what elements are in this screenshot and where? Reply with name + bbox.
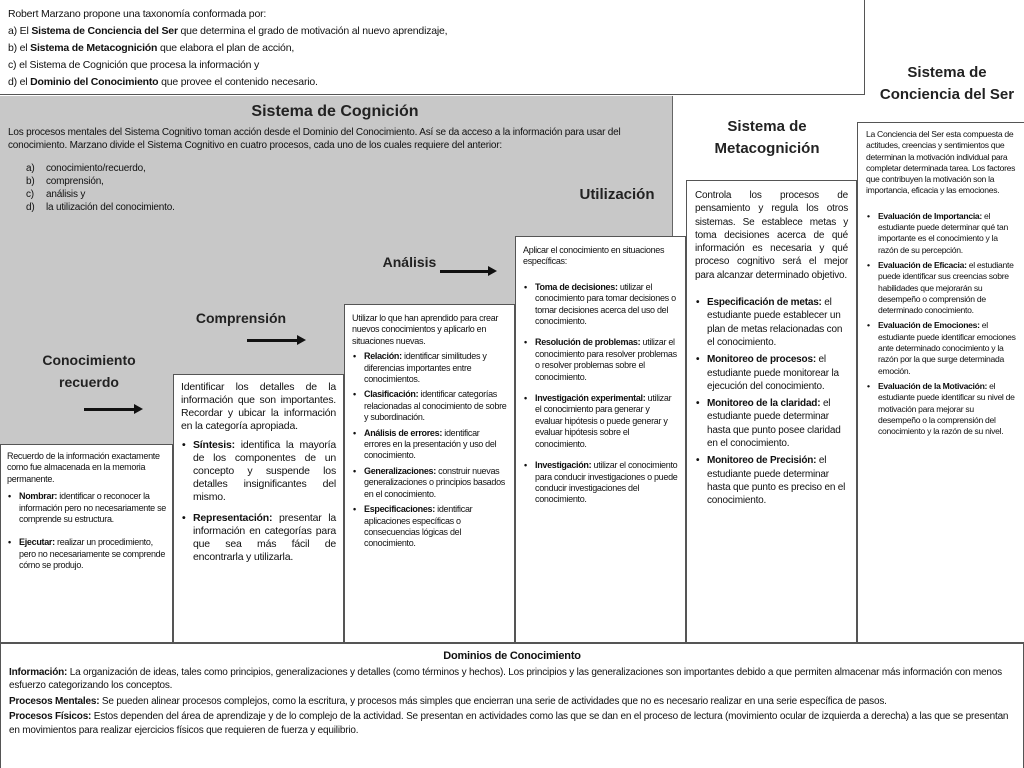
intro-line: Robert Marzano propone una taxonomía conformada por: bbox=[8, 8, 267, 20]
level-comprension: Comprensión bbox=[195, 310, 287, 326]
intro-line-a: a) El Sistema de Conciencia del Ser que determina el grado de motivación al nuevo aprendizaje, bbox=[8, 25, 448, 37]
col4-intro: Aplicar el conocimiento en situaciones específicas: bbox=[523, 245, 665, 267]
col1-item: • Ejecutar: realizar un procedimiento, pero no necesariamente se comprende cómo se produjo. bbox=[7, 537, 166, 571]
col4-item: • Investigación: utilizar el conocimiento para conducir investigaciones o puede conducir investigaciones del conocimiento. bbox=[523, 460, 678, 506]
intro-box bbox=[0, 0, 865, 95]
col3-intro: Utilizar lo que han aprendido para crear nuevos conocimientos y aplicarlo en situaciones nuevas. bbox=[352, 313, 499, 346]
cognicion-text: Los procesos mentales del Sistema Cognitivo toman acción desde el Dominio del Conocimiento. Así se da acceso a la información para usar del conocimiento. Marzano divide el Sistema Cognitivo en cuatro procesos, cada uno de los cuales requiere del anterior: bbox=[8, 127, 621, 151]
conciencia-title: Sistema de Conciencia del Ser bbox=[879, 64, 1015, 103]
intro-line-b: b) el Sistema de Metacognición que elabora el plan de acción, bbox=[8, 42, 295, 54]
cognicion-item-b: b) comprensión, bbox=[26, 176, 104, 187]
cognicion-item-a: a) conocimiento/recuerdo, bbox=[26, 163, 146, 174]
col-metacognicion bbox=[686, 180, 857, 643]
col4-item: • Toma de decisiones: utilizar el conocimiento para tomar decisiones o tomar decisiones acerca del uso del conocimiento. bbox=[523, 282, 678, 328]
cognicion-title: Sistema de Cognición bbox=[251, 103, 419, 120]
metacognicion-item: • Monitoreo de Precisión: el estudiante puede determinar hasta que punto es preciso en el conocimiento. bbox=[695, 454, 848, 507]
arrow-right-icon bbox=[247, 339, 299, 342]
metacognicion-item: • Monitoreo de la claridad: el estudiante puede determinar hasta que punto posee claridad en el conocimiento. bbox=[695, 397, 848, 450]
dominio-procesos-mentales: Procesos Mentales: Se pueden alinear procesos complejos, como la escritura, y procesos más simples que encierran una serie de actividades que no es necesario realizar en una serie específica de pasos. bbox=[9, 695, 887, 707]
col-analisis bbox=[344, 304, 515, 643]
col-utilizacion bbox=[515, 236, 686, 643]
intro-line-d: d) el Dominio del Conocimiento que provee el contenido necesario. bbox=[8, 76, 318, 88]
level-utilizacion: Utilización bbox=[579, 186, 655, 203]
col3-item: • Generalizaciones: construir nuevas generalizaciones o principios basados en el conocimiento. bbox=[352, 466, 507, 500]
col3-item: • Especificaciones: identificar aplicaciones específicas o consecuencias lógicas del conocimiento. bbox=[352, 504, 507, 550]
cognicion-item-c: c) análisis y bbox=[26, 189, 86, 200]
col1-item: • Nombrar: identificar o reconocer la información pero no necesariamente se comprende su estructura. bbox=[7, 491, 166, 525]
arrow-right-icon bbox=[440, 270, 490, 273]
col1-intro: Recuerdo de la información exactamente como fue almacenada en la memoria permanente. bbox=[7, 451, 160, 484]
col-comprension bbox=[173, 374, 344, 643]
conciencia-item: • Evaluación de Emociones: el estudiante puede identificar emociones ante determinado conocimiento y la razón por la que surge determinada emoción. bbox=[866, 320, 1018, 376]
col4-item: • Investigación experimental: utilizar el conocimiento para generar y evaluar hipótesis o puede generar y evaluar hipótesis sobre el conocimiento. bbox=[523, 393, 678, 450]
conciencia-intro: La Conciencia del Ser esta compuesta de actitudes, creencias y sentimientos que determinan la motivación individual para completar determinada tarea. Los factores que contribuyen la motivación son la importancia, eficacia y las emociones. bbox=[866, 129, 1016, 196]
metacognicion-intro: Controla los procesos de pensamiento y regula los otros sistemas. Se establece metas y toma decisiones acerca de qué información es necesaria y qué proceso cognitivo será el mejor para alcanzar determinado objetivo. bbox=[695, 190, 848, 281]
col3-item: • Análisis de errores: identificar errores en la presentación y uso del conocimiento. bbox=[352, 428, 507, 462]
metacognicion-item: • Monitoreo de procesos: el estudiante puede monitorear la ejecución del conocimiento. bbox=[695, 353, 848, 393]
col3-item: • Clasificación: identificar categorías relacionadas al conocimiento de sobre y subordinación. bbox=[352, 389, 507, 423]
arrow-right-icon bbox=[84, 408, 136, 411]
dominio-informacion: Información: La organización de ideas, tales como principios, generalizaciones y detalles (como términos y hechos). Los principios y las generalizaciones son importantes debido a que permiten almacenar más información con menos esfuerzo categorizando los conceptos. bbox=[9, 666, 1002, 691]
cognicion-item-d: d) la utilización del conocimiento. bbox=[26, 202, 175, 213]
dominios-box bbox=[0, 643, 1024, 768]
col2-intro: Identificar los detalles de la información que son importantes. Recordar y ubicar la información en la categoría apropiada. bbox=[181, 381, 336, 432]
col2-item: • Representación: presentar la información en categorías para que sea más fácil de encontrarla y utilizarla. bbox=[181, 512, 336, 564]
intro-line-c: c) el Sistema de Cognición que procesa la información y bbox=[8, 59, 260, 71]
metacognicion-title: Sistema de Metacognición bbox=[714, 118, 820, 157]
col-conocimiento bbox=[0, 444, 173, 643]
col2-item: • Síntesis: identifica la mayoría de los componentes de un concepto y suspende los detalles insignificantes del mismo. bbox=[181, 439, 336, 504]
conciencia-item: • Evaluación de la Motivación: el estudiante puede identificar su nivel de motivación para mejorar su desempeño o la comprensión del conocimiento y la razón de su nivel. bbox=[866, 381, 1018, 437]
dominios-title: Dominios de Conocimiento bbox=[443, 650, 581, 662]
level-analisis: Análisis bbox=[382, 254, 437, 270]
conciencia-item: • Evaluación de Eficacia: el estudiante puede identificar sus creencias sobre habilidades que mejorarán su desempeño o comprensión de determinado conocimiento. bbox=[866, 260, 1018, 316]
metacognicion-item: • Especificación de metas: el estudiante puede establecer un plan de metas relacionadas con el conocimiento. bbox=[695, 296, 848, 349]
cognicion-list bbox=[8, 162, 308, 214]
conciencia-item: • Evaluación de Importancia: el estudiante puede determinar qué tan importante es el conocimiento y la razón de su percepción. bbox=[866, 211, 1018, 256]
col4-item: • Resolución de problemas: utilizar el conocimiento para resolver problemas o resolver problemas sobre el conocimiento. bbox=[523, 337, 678, 383]
col-conciencia bbox=[857, 122, 1024, 643]
level-conocimiento: Conocimiento recuerdo bbox=[42, 352, 136, 390]
col3-item: • Relación: identificar similitudes y diferencias importantes entre conocimientos. bbox=[352, 351, 507, 385]
dominio-procesos-fisicos: Procesos Físicos: Estos dependen del área de aprendizaje y de lo complejo de la actividad. Se presentan en actividades como las que se dan en el proceso de lectura (movimiento ocular de izquierda a derecha) a las que se presentan en movimientos para realizar ejercicios físicos que requieren de fuerza y equilibrio. bbox=[9, 711, 1009, 736]
